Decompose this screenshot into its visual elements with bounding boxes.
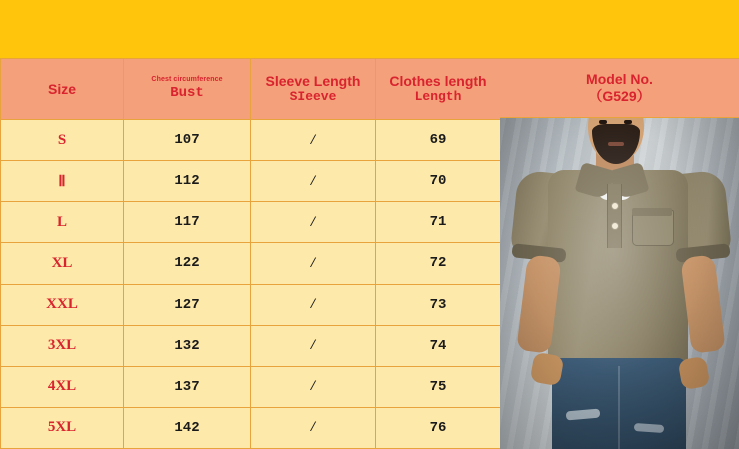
table-header-row: [1, 59, 501, 120]
cell-size: L: [1, 202, 124, 243]
column-header-length: [376, 59, 501, 120]
top-banner: [0, 0, 739, 58]
column-header-size: [1, 59, 124, 120]
table-row: [1, 284, 501, 325]
column-header-sleeve: [251, 59, 376, 120]
model-number-value: （G529）: [588, 88, 651, 104]
cell-bust: 137: [124, 366, 251, 407]
cell-sleeve: /: [251, 120, 376, 161]
cell-sleeve: /: [251, 284, 376, 325]
cell-sleeve: /: [251, 243, 376, 284]
cell-length: 74: [376, 325, 501, 366]
table-row: [1, 161, 501, 202]
cell-sleeve: /: [251, 161, 376, 202]
table-row: [1, 407, 501, 448]
model-number-label: Model No.: [586, 70, 653, 87]
cell-length: 70: [376, 161, 501, 202]
model-number-header: [500, 58, 739, 118]
cell-size: 3XL: [1, 325, 124, 366]
cell-size: XL: [1, 243, 124, 284]
cell-length: 71: [376, 202, 501, 243]
cell-sleeve: /: [251, 325, 376, 366]
table-row: [1, 366, 501, 407]
table-body: [1, 120, 501, 449]
size-chart-table: [0, 58, 501, 449]
cell-bust: 127: [124, 284, 251, 325]
cell-bust: 117: [124, 202, 251, 243]
table-row: [1, 243, 501, 284]
table-row: [1, 325, 501, 366]
cell-sleeve: /: [251, 366, 376, 407]
cell-size: S: [1, 120, 124, 161]
cell-bust: 142: [124, 407, 251, 448]
column-header-sleeve-sub: SIeeve: [289, 88, 337, 104]
cell-sleeve: /: [251, 407, 376, 448]
table-row: [1, 202, 501, 243]
cell-sleeve: /: [251, 202, 376, 243]
cell-length: 76: [376, 407, 501, 448]
cell-length: 69: [376, 120, 501, 161]
table-row: [1, 120, 501, 161]
cell-size: 5XL: [1, 407, 124, 448]
cell-size: XXL: [1, 284, 124, 325]
cell-size: Ⅱ: [1, 161, 124, 202]
cell-bust: 112: [124, 161, 251, 202]
table-header: [1, 59, 501, 120]
cell-length: 72: [376, 243, 501, 284]
column-header-length-sub: Length: [414, 88, 462, 104]
cell-length: 73: [376, 284, 501, 325]
cell-bust: 132: [124, 325, 251, 366]
cell-bust: 122: [124, 243, 251, 284]
column-header-length-main: Clothes length: [389, 73, 487, 90]
column-header-bust-sub: Chest circumference: [151, 76, 223, 84]
model-photo: [500, 118, 739, 449]
cell-bust: 107: [124, 120, 251, 161]
column-header-bust-main: Bust: [170, 85, 204, 102]
column-header-size-label: Size: [47, 80, 76, 97]
cell-length: 75: [376, 366, 501, 407]
photo-vignette: [500, 118, 739, 449]
cell-size: 4XL: [1, 366, 124, 407]
column-header-sleeve-main: Sleeve Length: [265, 73, 361, 90]
column-header-bust: [124, 59, 251, 120]
